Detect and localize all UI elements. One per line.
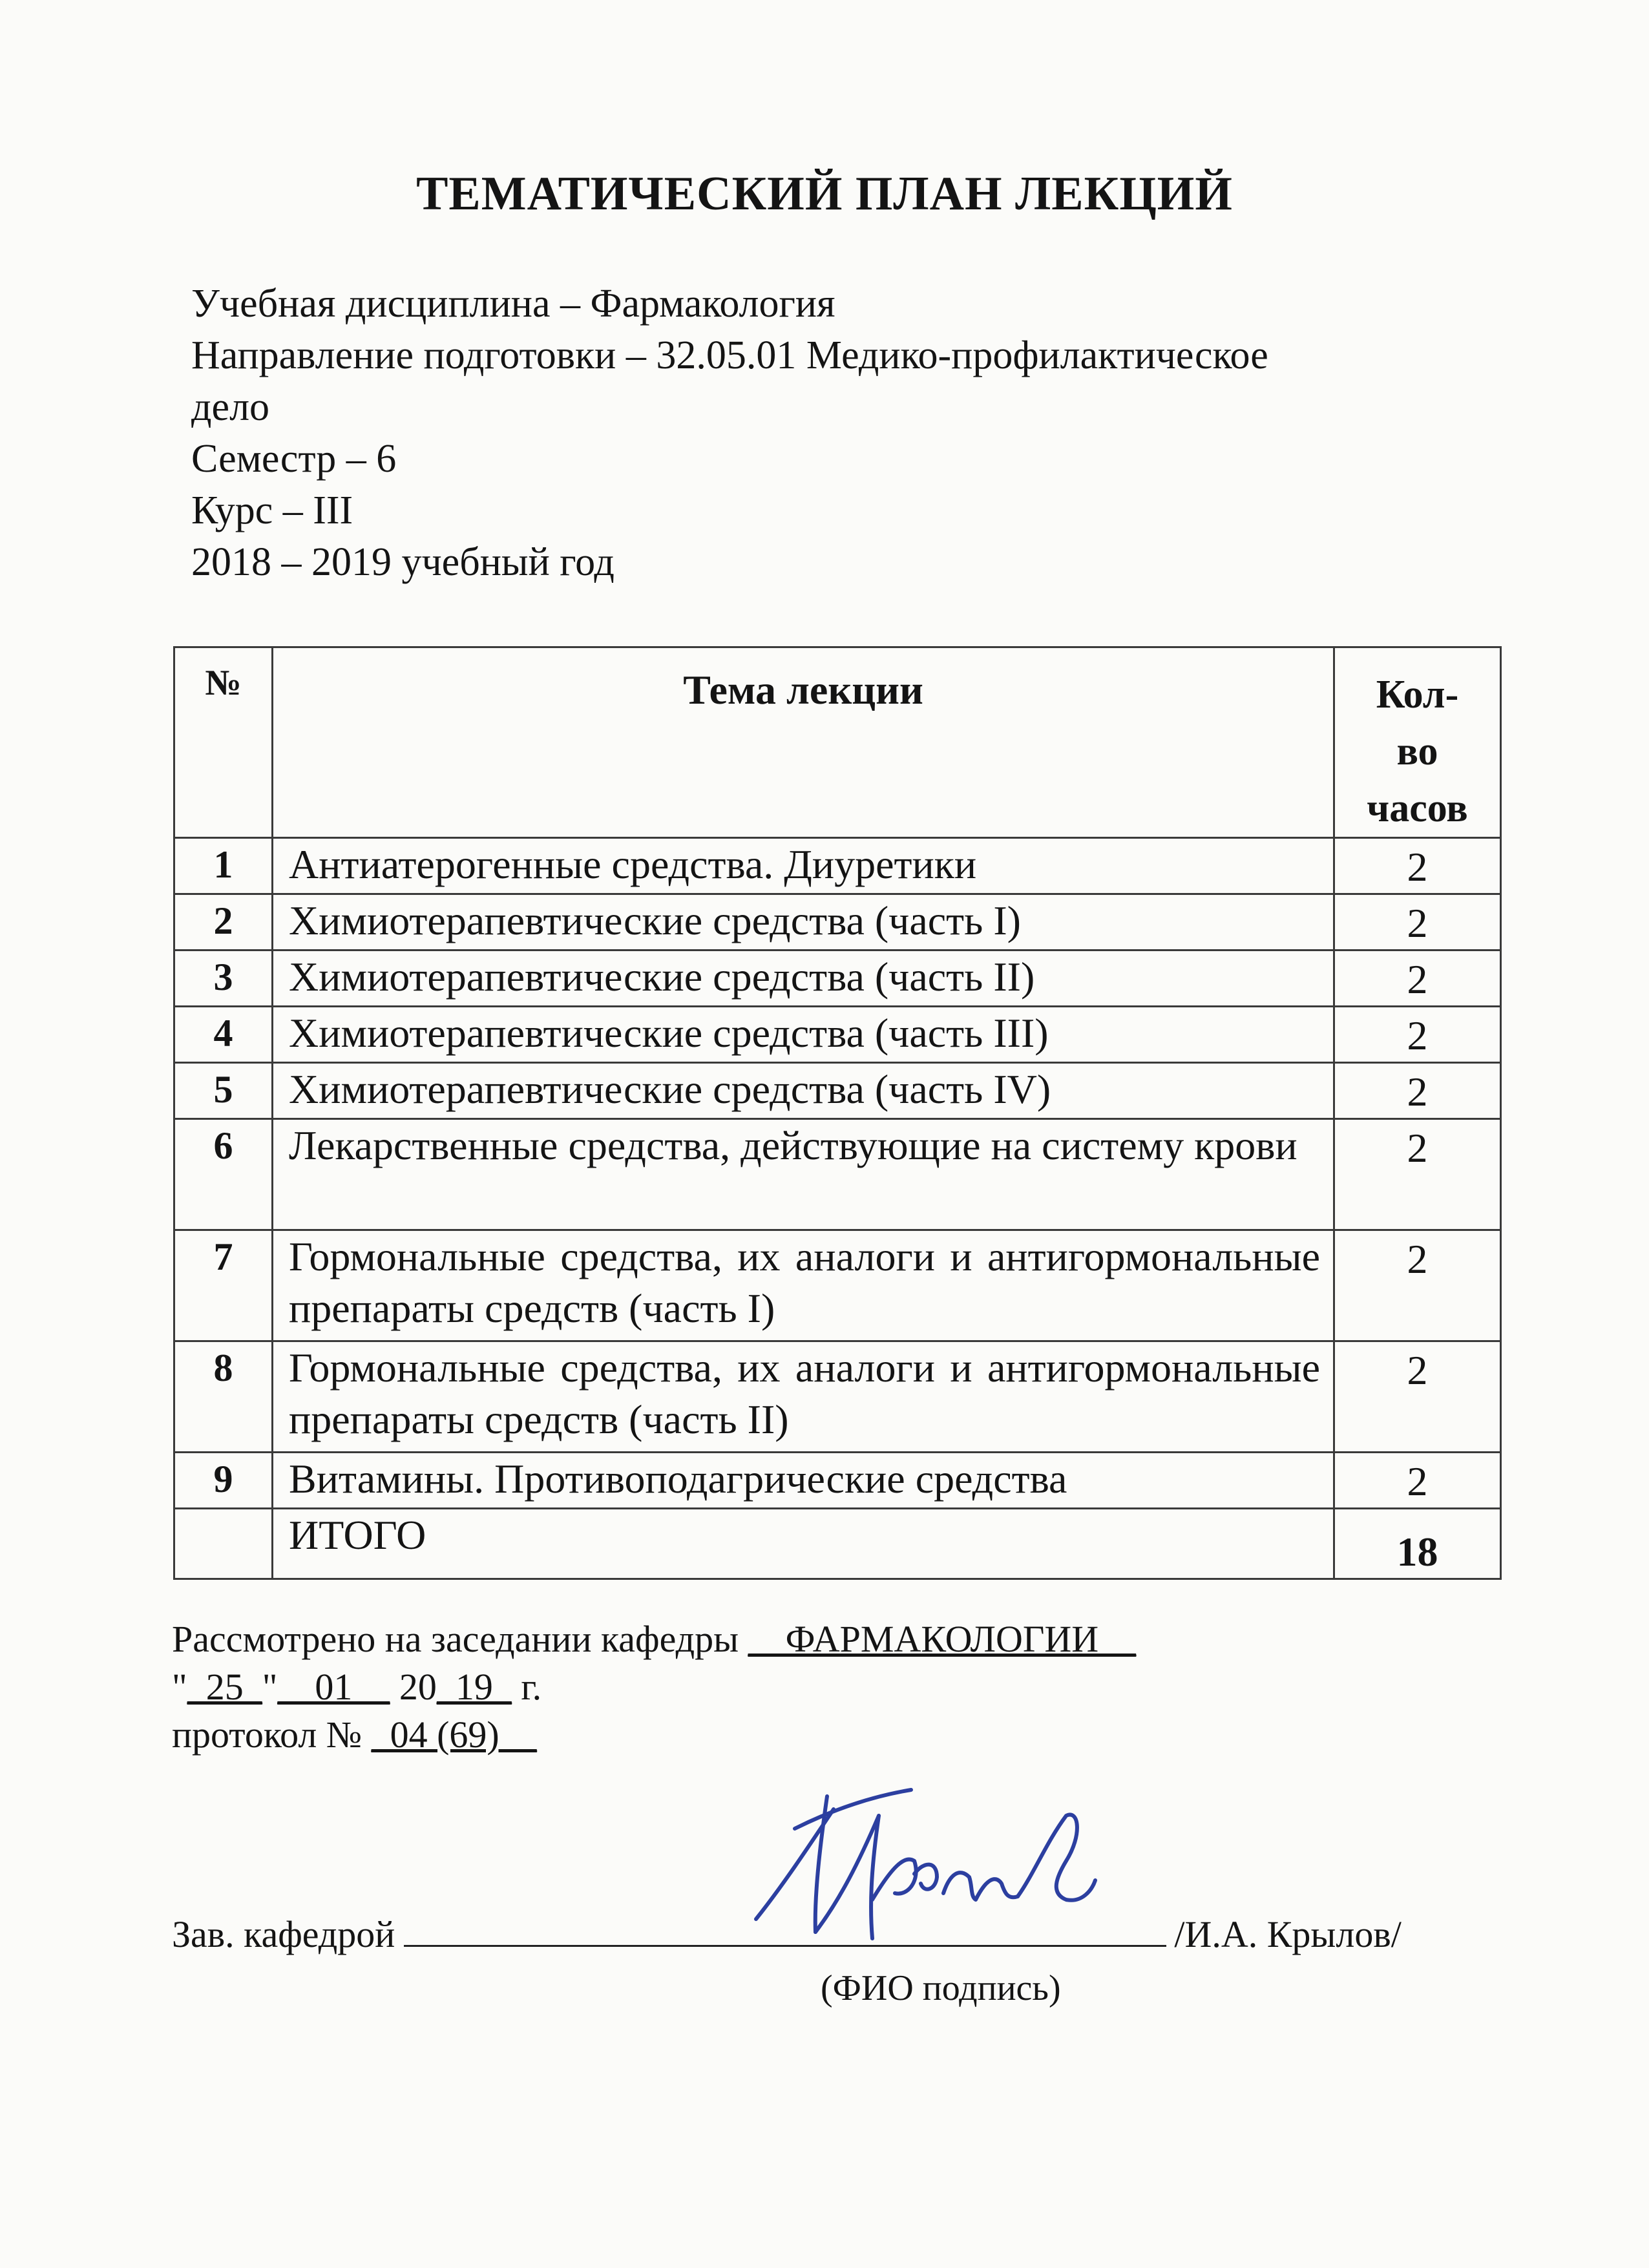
date-year: _19_	[436, 1666, 512, 1708]
row-number: 5	[174, 1063, 273, 1119]
table-row	[174, 1453, 1501, 1509]
row-topic: Химиотерапевтические средства (часть I)	[273, 894, 1334, 950]
row-topic: Антиатерогенные средства. Диуретики	[273, 838, 1334, 894]
row-hours: 2	[1334, 1119, 1501, 1230]
row-hours: 2	[1334, 1230, 1501, 1341]
row-hours: 2	[1334, 1007, 1501, 1063]
header-hours-line: часов	[1367, 786, 1468, 830]
signature-line	[404, 1913, 1166, 1947]
row-number: 7	[174, 1230, 273, 1341]
row-number: 3	[174, 950, 273, 1007]
date-quote-open: "	[172, 1666, 187, 1708]
row-number: 8	[174, 1341, 273, 1453]
header-hours-line: Кол-	[1376, 673, 1459, 717]
row-number: 1	[174, 838, 273, 894]
header-hours-line: во	[1396, 730, 1438, 773]
row-hours: 2	[1334, 838, 1501, 894]
protocol-number: _04 (69)__	[371, 1714, 537, 1756]
table-row	[174, 1119, 1501, 1230]
row-hours: 2	[1334, 1341, 1501, 1453]
protocol-prefix: протокол №	[172, 1714, 372, 1756]
row-number: 6	[174, 1119, 273, 1230]
table-row	[174, 1007, 1501, 1063]
row-number: 2	[174, 894, 273, 950]
row-topic: Лекарственные средства, действующие на систему крови	[273, 1119, 1334, 1230]
row-hours: 2	[1334, 1453, 1501, 1509]
date-month: __01__	[277, 1666, 390, 1708]
row-topic: Гормональные средства, их аналоги и антигормональные препараты средств (часть I)	[273, 1230, 1334, 1341]
document-title: ТЕМАТИЧЕСКИЙ ПЛАН ЛЕКЦИЙ	[416, 167, 1233, 220]
row-topic: Химиотерапевтические средства (часть IV)	[273, 1063, 1334, 1119]
department-name: __ФАРМАКОЛОГИИ__	[748, 1618, 1137, 1660]
table-row	[174, 1063, 1501, 1119]
signature-caption: (ФИО подпись)	[821, 1968, 1061, 2008]
approval-block	[172, 1615, 1136, 1759]
header-hours	[1334, 647, 1501, 838]
table-header-row	[174, 647, 1501, 838]
semester-line: Семестр – 6	[191, 437, 397, 481]
protocol-line	[172, 1711, 1136, 1759]
row-topic: Химиотерапевтические средства (часть II)	[273, 950, 1334, 1007]
reviewed-prefix: Рассмотрено на заседании кафедры	[172, 1618, 748, 1660]
head-label: Зав. кафедрой	[172, 1913, 395, 1955]
total-label: ИТОГО	[273, 1509, 1334, 1579]
date-line	[172, 1663, 1136, 1711]
header-number: №	[174, 647, 273, 838]
table-row	[174, 950, 1501, 1007]
table-row	[174, 1230, 1501, 1341]
course-line: Курс – III	[191, 488, 353, 532]
total-number-cell	[174, 1509, 273, 1579]
header-topic: Тема лекции	[273, 647, 1334, 838]
academic-year-line: 2018 – 2019 учебный год	[191, 540, 614, 584]
total-row	[174, 1509, 1501, 1579]
row-hours: 2	[1334, 1063, 1501, 1119]
row-hours: 2	[1334, 894, 1501, 950]
date-quote-close: "	[262, 1666, 278, 1708]
row-number: 4	[174, 1007, 273, 1063]
row-topic: Витамины. Противоподагрические средства	[273, 1453, 1334, 1509]
direction-line-continued: дело	[191, 385, 270, 429]
row-topic: Химиотерапевтические средства (часть III)	[273, 1007, 1334, 1063]
table-row	[174, 894, 1501, 950]
date-year-prefix: 20	[390, 1666, 437, 1708]
date-day: _25_	[187, 1666, 262, 1708]
table-row	[174, 838, 1501, 894]
direction-line: Направление подготовки – 32.05.01 Медико-профилактическое	[191, 333, 1268, 377]
document-meta	[191, 278, 1268, 588]
row-hours: 2	[1334, 950, 1501, 1007]
reviewed-line	[172, 1615, 1136, 1663]
total-hours: 18	[1334, 1509, 1501, 1579]
discipline-line: Учебная дисциплина – Фармакология	[191, 282, 835, 326]
row-topic: Гормональные средства, их аналоги и антигормональные препараты средств (часть II)	[273, 1341, 1334, 1453]
row-number: 9	[174, 1453, 273, 1509]
lecture-plan-table	[173, 646, 1502, 1580]
date-suffix: г.	[511, 1666, 542, 1708]
table-row	[174, 1341, 1501, 1453]
head-name: /И.А. Крылов/	[1174, 1913, 1402, 1955]
head-of-department-row	[172, 1913, 1402, 1956]
